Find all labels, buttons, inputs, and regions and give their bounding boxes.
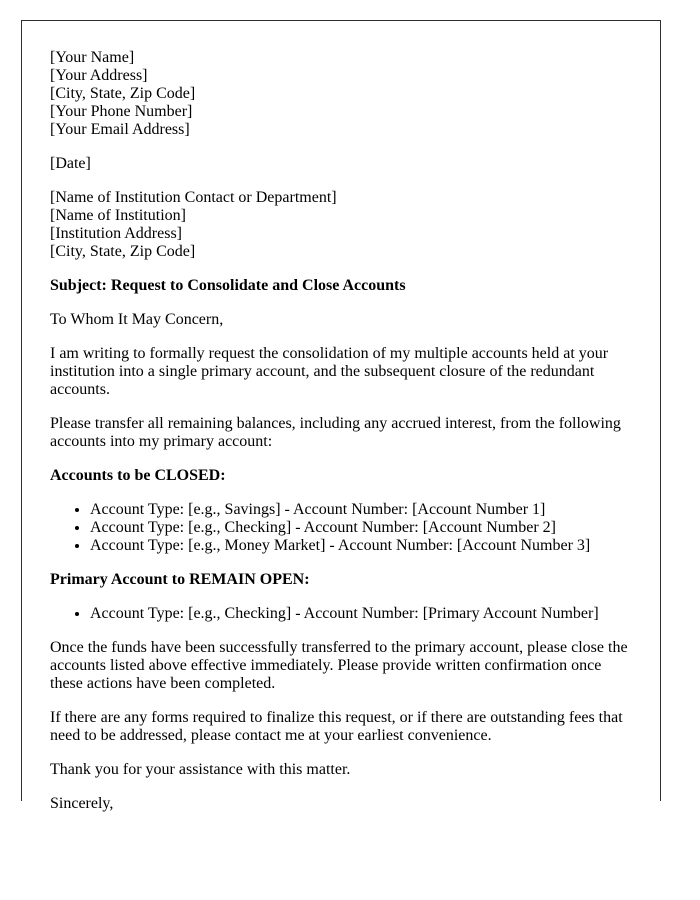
date-line: [Date] bbox=[50, 155, 91, 172]
closed-account-item: • Account Type: [e.g., Savings] - Account Number: [Account Number 1] bbox=[90, 501, 632, 519]
transfer-paragraph: Please transfer all remaining balances, including any accrued interest, from the following accounts into my primary account: bbox=[50, 415, 621, 450]
subject-line: Subject: Request to Consolidate and Close Accounts bbox=[50, 277, 406, 294]
sender-name: [Your Name] bbox=[50, 49, 135, 66]
recipient-city-state-zip: [City, State, Zip Code] bbox=[50, 243, 196, 260]
recipient-address: [Institution Address] bbox=[50, 225, 182, 242]
confirmation-paragraph: Once the funds have been successfully transferred to the primary account, please close the accounts listed above effective immediately. Please provide written confirmation once these actions have been completed. bbox=[50, 639, 628, 692]
signoff: Sincerely, bbox=[50, 795, 114, 812]
salutation: To Whom It May Concern, bbox=[50, 311, 224, 328]
closed-accounts-list bbox=[50, 501, 632, 555]
letter-page bbox=[21, 20, 661, 812]
intro-paragraph: I am writing to formally request the consolidation of my multiple accounts held at your institution into a single primary account, and the subsequent closure of the redundant accounts. bbox=[50, 345, 609, 398]
sender-email: [Your Email Address] bbox=[50, 121, 190, 138]
recipient-institution: [Name of Institution] bbox=[50, 207, 186, 224]
closed-account-item: • Account Type: [e.g., Checking] - Account Number: [Account Number 2] bbox=[90, 519, 632, 537]
contact-paragraph: If there are any forms required to finalize this request, or if there are outstanding fees that need to be addressed, please contact me at your earliest convenience. bbox=[50, 709, 623, 744]
sender-address: [Your Address] bbox=[50, 67, 148, 84]
closed-account-item: • Account Type: [e.g., Money Market] - Account Number: [Account Number 3] bbox=[90, 537, 632, 555]
closed-accounts-heading: Accounts to be CLOSED: bbox=[50, 467, 226, 484]
recipient-contact: [Name of Institution Contact or Department] bbox=[50, 189, 337, 206]
open-account-item: • Account Type: [e.g., Checking] - Account Number: [Primary Account Number] bbox=[90, 605, 632, 623]
sender-address-block bbox=[50, 49, 632, 139]
sender-city-state-zip: [City, State, Zip Code] bbox=[50, 85, 196, 102]
thanks-paragraph: Thank you for your assistance with this matter. bbox=[50, 761, 351, 778]
sender-phone: [Your Phone Number] bbox=[50, 103, 193, 120]
open-account-heading: Primary Account to REMAIN OPEN: bbox=[50, 571, 310, 588]
open-account-list bbox=[50, 605, 632, 623]
recipient-address-block bbox=[50, 189, 632, 261]
